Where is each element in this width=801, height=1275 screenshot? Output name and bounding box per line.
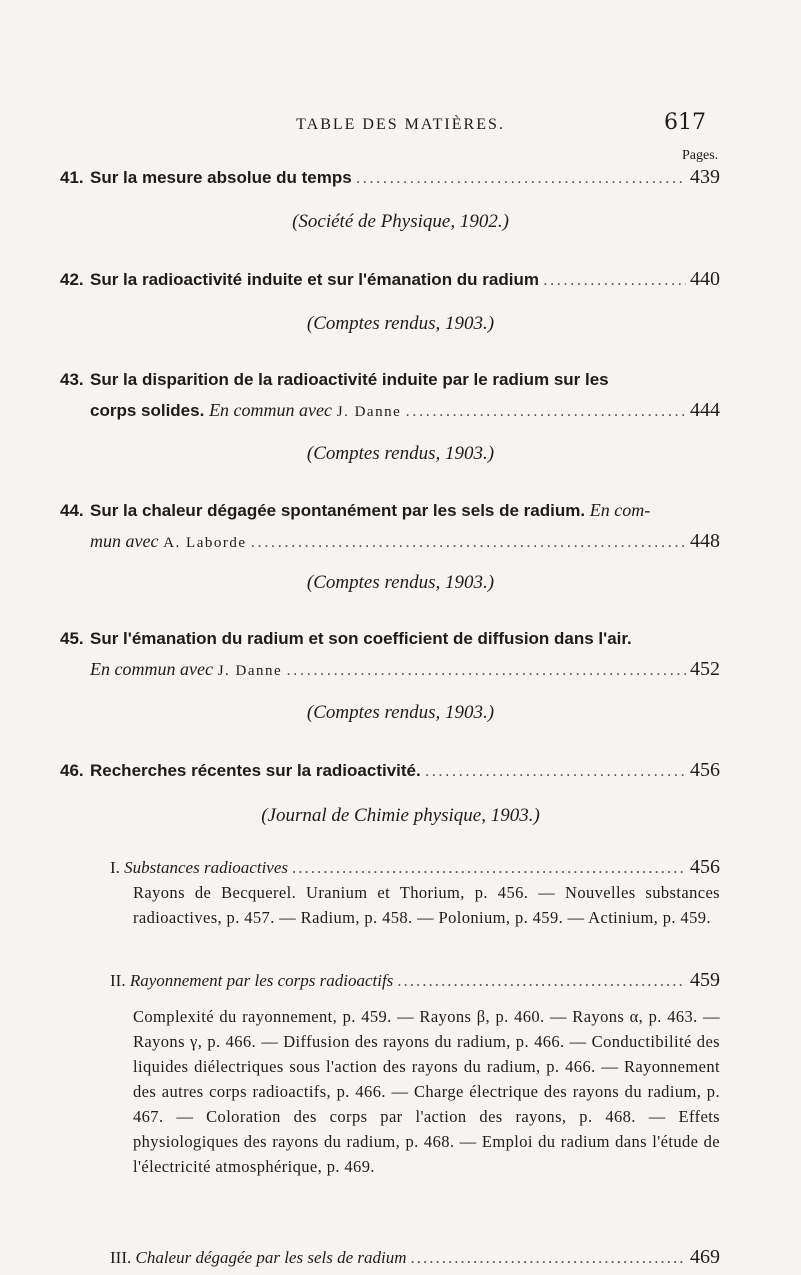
pages-column-label: Pages.	[682, 148, 719, 163]
section-II: II. Rayonnement par les corps radioactifs ..... 459	[110, 968, 720, 993]
page-ref: 448	[690, 530, 720, 552]
page-ref: 456	[690, 759, 720, 781]
section-II-body: Complexité du rayonnement, p. 459. — Rayons β, p. 460. — Rayons α, p. 463. — Rayons γ, p. 466. — Diffusion des rayons du radium, p. 466. — Conductibilité des liquides diélectriques sous l'action des rayons du radium, p. 466. — Rayonnement des autres corps radioactifs, p. 466. — Charge électrique des rayons du radium, p. 467. — Coloration des corps par l'action des rayons, p. 468. — Effets physiologiques des rayons du radium, p. 468. — Emploi du radium dans l'étude de l'électricité atmosphérique, p. 469.	[133, 1007, 720, 1176]
toc-entry-46: 46. Recherches récentes sur la radioactivité. ..... 456	[60, 755, 720, 786]
header-title: TABLE DES MATIÈRES.	[296, 116, 505, 133]
page-ref: 456	[690, 856, 720, 878]
section-I-body: Rayons de Becquerel. Uranium et Thorium, p. 456. — Nouvelles substances radioactives, p. 457. — Radium, p. 458. — Polonium, p. 459. — Actinium, p. 459.	[133, 883, 720, 927]
toc-entry-44: 44. Sur la chaleur dégagée spontanément par les sels de radium. En com- mun avec A. Laborde ..... 448	[60, 495, 720, 558]
source-note: (Comptes rendus, 1903.)	[306, 443, 495, 464]
toc-entry-45: 45. Sur l'émanation du radium et son coefficient de diffusion dans l'air. En commun avec J. Danne ..... 452	[60, 624, 720, 686]
source-note: (Comptes rendus, 1903.)	[306, 702, 495, 723]
source-note: (Comptes rendus, 1903.)	[306, 313, 495, 334]
toc-entry-43: 43. Sur la disparition de la radioactivité induite par le radium sur les corps solides. En commun avec J. Danne ..... 444	[60, 365, 720, 427]
page-ref: 452	[690, 658, 720, 680]
page-ref: 444	[690, 399, 720, 421]
source-note: (Société de Physique, 1902.)	[292, 211, 509, 232]
section-I: I. Substances radioactives ..... 456	[110, 855, 720, 880]
page-ref: 469	[690, 1246, 720, 1268]
page-ref: 439	[690, 166, 720, 188]
header-page-number: 617	[664, 110, 706, 135]
source-note: (Journal de Chimie physique, 1903.)	[261, 805, 540, 826]
toc-entry-42: 42. Sur la radioactivité induite et sur l'émanation du radium ..... 440	[60, 264, 720, 295]
toc-entry-41: 41. Sur la mesure absolue du temps ..... 439	[60, 162, 720, 193]
page-ref: 459	[690, 969, 720, 991]
section-III: III. Chaleur dégagée par les sels de radium ..... 469	[110, 1245, 720, 1270]
page-ref: 440	[690, 268, 720, 290]
source-note: (Comptes rendus, 1903.)	[306, 572, 495, 593]
